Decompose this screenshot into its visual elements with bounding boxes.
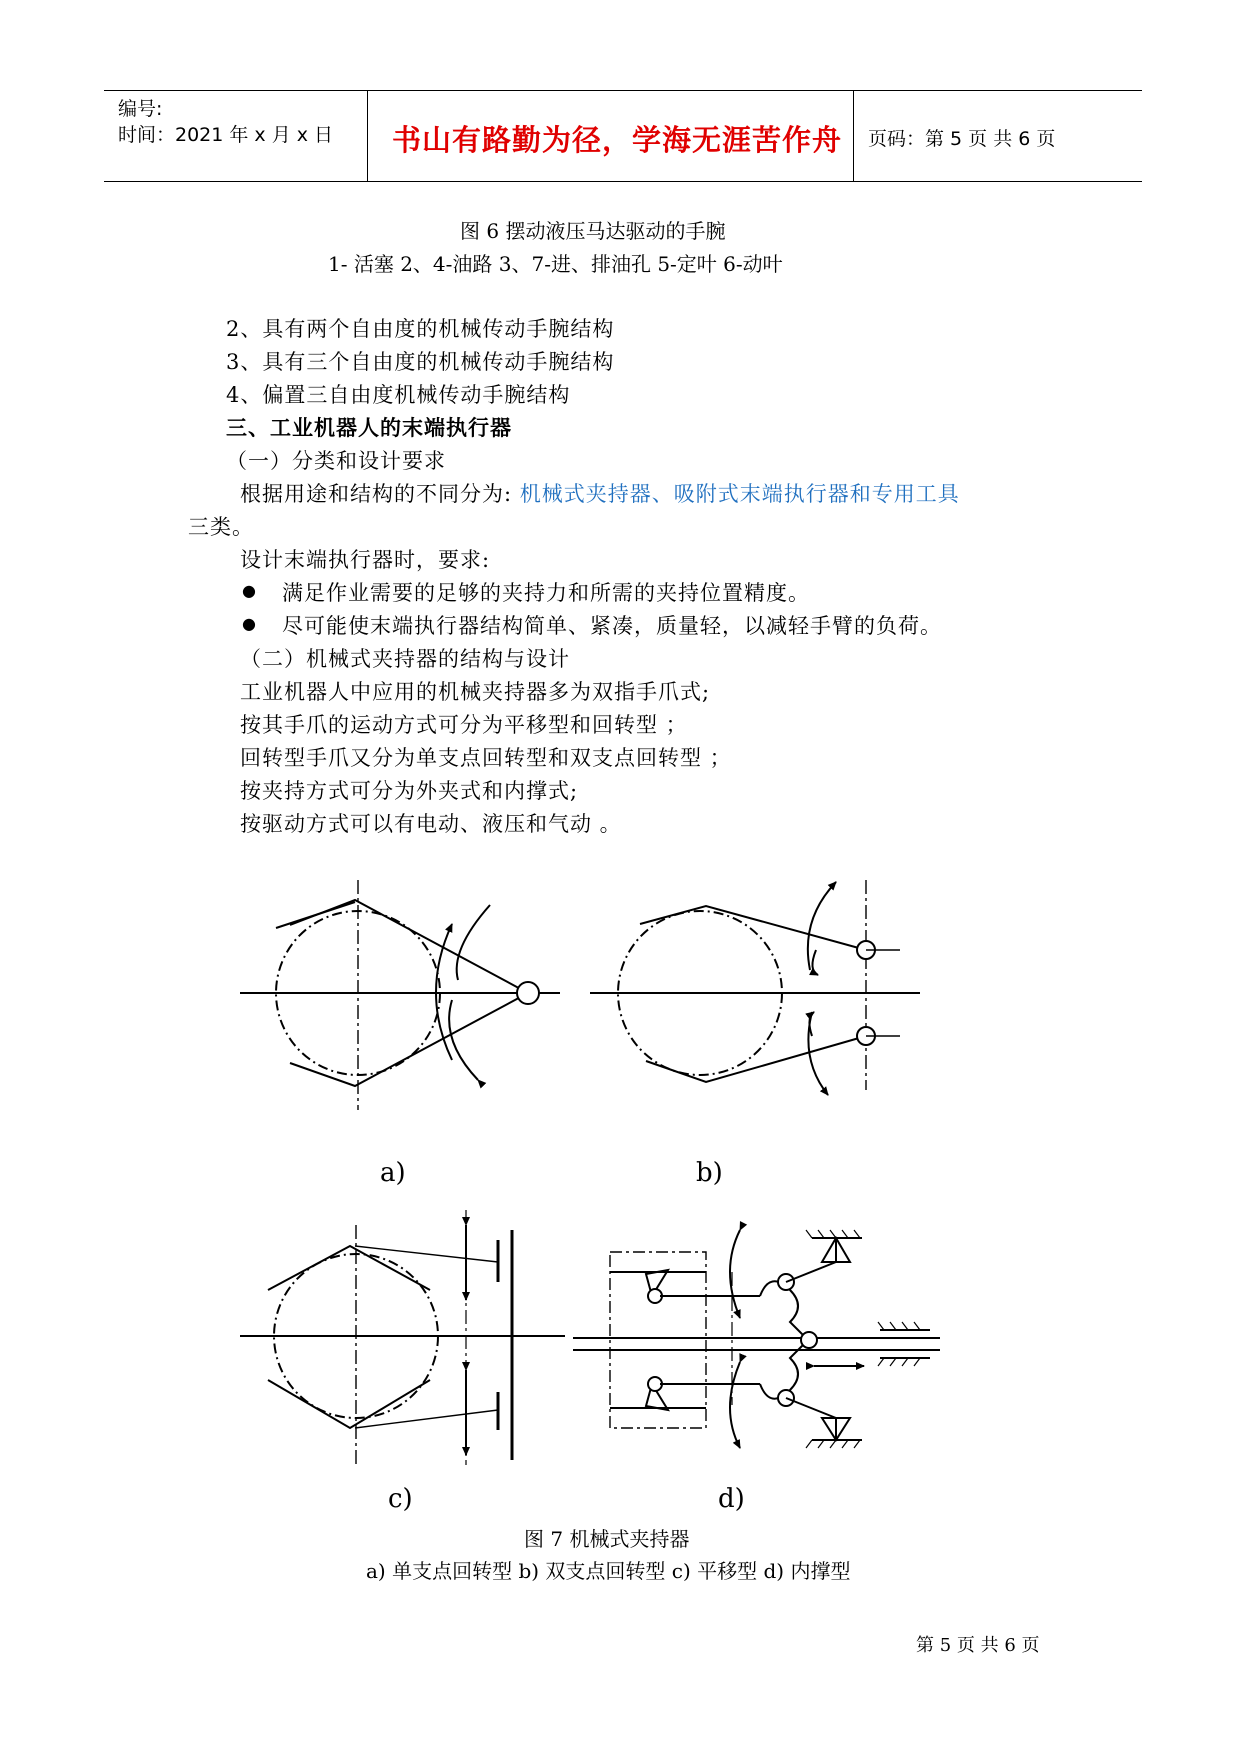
subsection-heading-2: （二）机械式夹持器的结构与设计: [240, 647, 570, 671]
bullet-icon: ●: [242, 614, 256, 633]
list-item: 2、具有两个自由度的机械传动手腕结构: [226, 317, 615, 341]
figure6-caption: 图 6 摆动液压马达驱动的手腕: [460, 219, 726, 243]
classification-prefix: 根据用途和结构的不同分为:: [240, 482, 520, 506]
paragraph: 工业机器人中应用的机械夹持器多为双指手爪式;: [240, 680, 711, 704]
header-page-label: 页码：第 5 页 共 6 页: [868, 128, 1056, 150]
classification-suffix: 三类。: [188, 515, 254, 539]
classification-highlight-link[interactable]: 机械式夹持器、吸附式末端执行器和专用工具: [519, 482, 960, 506]
subsection-heading-1: （一）分类和设计要求: [226, 449, 446, 473]
paragraph: 按夹持方式可分为外夹式和内撑式;: [240, 779, 579, 803]
bullet-text: 满足作业需要的足够的夹持力和所需的夹持位置精度。: [282, 581, 810, 605]
bullet-text: 尽可能使末端执行器结构简单、紧凑，质量轻，以减轻手臂的负荷。: [282, 614, 942, 638]
figure6-legend: 1- 活塞 2、4-油路 3、7-进、排油孔 5-定叶 6-动叶: [328, 252, 783, 276]
header-number-label: 编号:: [118, 98, 163, 120]
list-item: 4、偏置三自由度机械传动手腕结构: [226, 383, 571, 407]
gripper-d-drawing: [573, 1230, 940, 1448]
paragraph: 按驱动方式可以有电动、液压和气动 。: [240, 812, 622, 836]
design-intro: 设计末端执行器时，要求:: [240, 548, 491, 572]
figure7-label-c: c): [388, 1484, 413, 1514]
header-motto: 书山有路勤为径，学海无涯苦作舟: [392, 123, 843, 157]
figure7-legend: a) 单支点回转型 b) 双支点回转型 c) 平移型 d) 内撑型: [366, 1559, 851, 1583]
bullet-icon: ●: [242, 581, 256, 600]
figure7-label-d: d): [718, 1484, 745, 1514]
page-footer: 第 5 页 共 6 页: [916, 1635, 1040, 1656]
gripper-a-drawing: [240, 880, 560, 1110]
gripper-c-drawing: [240, 1210, 565, 1465]
figure7-label-b: b): [696, 1158, 723, 1188]
paragraph: 回转型手爪又分为单支点回转型和双支点回转型 ；: [240, 746, 732, 770]
figure7-caption: 图 7 机械式夹持器: [524, 1527, 690, 1551]
list-item: 3、具有三个自由度的机械传动手腕结构: [226, 350, 615, 374]
paragraph: 按其手爪的运动方式可分为平移型和回转型 ；: [240, 713, 688, 737]
header-time-label: 时间：2021 年 x 月 x 日: [118, 124, 334, 146]
figure7-label-a: a): [380, 1158, 406, 1188]
gripper-b-drawing: [590, 880, 920, 1095]
section-heading: 三、工业机器人的末端执行器: [226, 415, 512, 440]
